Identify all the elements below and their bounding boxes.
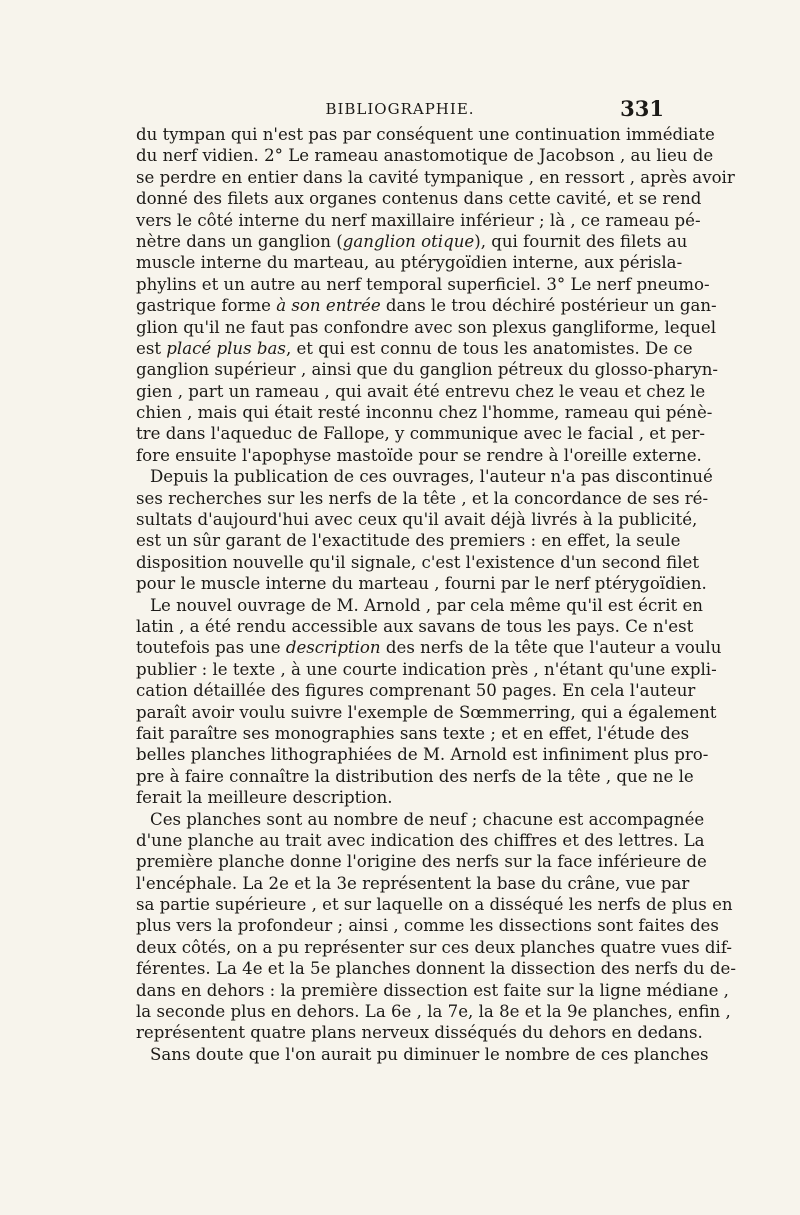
- text-segment: Depuis la publication de ces ouvrages, l'auteur n'a pas discontinué: [150, 467, 713, 487]
- text-segment: sa partie supérieure , et sur laquelle on a disséqué les nerfs de plus en: [136, 895, 733, 915]
- text-line: [136, 402, 713, 423]
- text-segment: l'encéphale. La 2e et la 3e représentent la base du crâne, vue par: [136, 873, 690, 893]
- text-segment: pour le muscle interne du marteau , fourni par le nerf ptérygoïdien.: [136, 574, 707, 594]
- text-line: [136, 830, 705, 851]
- text-line: [136, 231, 688, 252]
- text-line: [136, 295, 717, 316]
- text-line: [136, 1044, 709, 1065]
- page-header: [136, 96, 664, 124]
- text-line: [136, 958, 736, 979]
- text-line: [136, 445, 702, 466]
- text-segment: férentes. La 4e et la 5e planches donnent la dissection des nerfs du de-: [136, 959, 736, 979]
- text-line: [136, 252, 683, 273]
- text-line: [136, 766, 694, 787]
- text-segment: première planche donne l'origine des nerfs sur la face inférieure de: [136, 852, 707, 872]
- text-segment: dans en dehors : la première dissection est faite sur la ligne médiane ,: [136, 980, 729, 1000]
- text-line: [136, 381, 706, 402]
- text-line: [136, 851, 707, 872]
- text-line: [136, 124, 715, 145]
- text-line: [136, 1022, 703, 1043]
- running-head: BIBLIOGRAPHIE.: [325, 100, 475, 118]
- text-segment: chien , mais qui était resté inconnu chez l'homme, rameau qui pénè-: [136, 403, 713, 423]
- text-segment: belles planches lithographiées de M. Arnold est infiniment plus pro-: [136, 745, 709, 765]
- text-line: [136, 787, 664, 808]
- text-segment: des nerfs de la tête que l'auteur a voulu: [380, 638, 722, 658]
- text-line: [136, 809, 705, 830]
- text-line: [136, 616, 694, 637]
- text-line: [136, 145, 714, 166]
- page-number: 331: [620, 96, 664, 121]
- italic-segment: ganglion otique: [342, 231, 475, 251]
- text-segment: Ces planches sont au nombre de neuf ; chacune est accompagnée: [150, 809, 705, 829]
- text-line: [136, 530, 681, 551]
- text-segment: deux côtés, on a pu représenter sur ces deux planches quatre vues dif-: [136, 937, 732, 957]
- text-segment: fait paraître ses monographies sans texte ; et en effet, l'étude des: [136, 723, 690, 743]
- text-segment: la seconde plus en dehors. La 6e , la 7e, la 8e et la 9e planches, enfin ,: [136, 1002, 731, 1022]
- text-line: [136, 573, 707, 594]
- body-text: [136, 124, 736, 1065]
- text-line: [136, 744, 709, 765]
- text-segment: pre à faire connaître la distribution des nerfs de la tête , que ne le: [136, 766, 694, 786]
- text-line: [136, 274, 710, 295]
- text-segment: Le nouvel ouvrage de M. Arnold , par cela même qu'il est écrit en: [150, 595, 703, 615]
- text-segment: , et qui est connu de tous les anatomistes. De ce: [285, 338, 693, 358]
- text-line: [136, 1001, 731, 1022]
- text-line: [136, 723, 690, 744]
- text-segment: latin , a été rendu accessible aux savans de tous les pays. Ce n'est: [136, 616, 694, 636]
- text-segment: paraît avoir voulu suivre l'exemple de Sœmmerring, qui a également: [136, 702, 717, 722]
- text-line: [136, 188, 702, 209]
- text-line: [136, 595, 703, 616]
- text-line: [136, 488, 709, 509]
- text-segment: est: [136, 338, 167, 358]
- text-segment: sultats d'aujourd'hui avec ceux qu'il avait déjà livrés à la publicité,: [136, 510, 698, 530]
- text-segment: du tympan qui n'est pas par conséquent une continuation immédiate: [136, 125, 715, 144]
- text-segment: d'une planche au trait avec indication des chiffres et des lettres. La: [136, 830, 705, 850]
- text-segment: dans le trou déchiré postérieur un gan-: [380, 296, 717, 316]
- text-line: [136, 317, 717, 338]
- text-segment: gastrique forme: [136, 296, 277, 316]
- text-segment: du nerf vidien. 2° Le rameau anastomotique de Jacobson , au lieu de: [136, 146, 714, 166]
- text-line: [136, 937, 732, 958]
- text-line: [136, 915, 719, 936]
- text-line: [136, 659, 717, 680]
- text-line: [136, 680, 696, 701]
- text-line: [136, 359, 719, 380]
- text-segment: vers le côté interne du nerf maxillaire inférieur ; là , ce rameau pé-: [136, 210, 701, 230]
- text-segment: gien , part un rameau , qui avait été entrevu chez le veau et chez le: [136, 381, 706, 401]
- text-segment: cation détaillée des figures comprenant 50 pages. En cela l'auteur: [136, 681, 696, 701]
- text-segment: ), qui fournit des filets au: [474, 231, 688, 251]
- text-segment: glion qu'il ne faut pas confondre avec son plexus gangliforme, lequel: [136, 317, 717, 337]
- text-segment: toutefois pas une: [136, 638, 286, 658]
- italic-segment: placé plus bas: [166, 338, 286, 358]
- text-line: [136, 637, 722, 658]
- text-segment: muscle interne du marteau, au ptérygoïdien interne, aux périsla-: [136, 253, 683, 273]
- text-segment: fore ensuite l'apophyse mastoïde pour se rendre à l'oreille externe.: [136, 445, 702, 465]
- text-line: [136, 894, 733, 915]
- text-segment: représentent quatre plans nerveux disséqués du dehors en dedans.: [136, 1023, 703, 1043]
- text-line: [136, 980, 729, 1001]
- text-segment: nètre dans un ganglion (: [136, 231, 343, 251]
- text-segment: plus vers la profondeur ; ainsi , comme les dissections sont faites des: [136, 916, 719, 936]
- text-segment: Sans doute que l'on aurait pu diminuer le nombre de ces planches: [150, 1044, 709, 1064]
- text-segment: ses recherches sur les nerfs de la tête , et la concordance de ses ré-: [136, 488, 709, 508]
- italic-segment: à son entrée: [276, 296, 381, 316]
- text-segment: tre dans l'aqueduc de Fallope, y communique avec le facial , et per-: [136, 424, 705, 444]
- text-line: [136, 423, 705, 444]
- text-segment: se perdre en entier dans la cavité tympanique , en ressort , après avoir: [136, 167, 735, 187]
- text-segment: publier : le texte , à une courte indication près , n'étant qu'une expli-: [136, 659, 717, 679]
- text-line: [136, 466, 713, 487]
- text-line: [136, 552, 700, 573]
- text-line: [136, 873, 690, 894]
- italic-segment: description: [285, 638, 381, 658]
- text-line: [136, 509, 698, 530]
- text-segment: ferait la meilleure description.: [136, 788, 393, 808]
- text-segment: disposition nouvelle qu'il signale, c'est l'existence d'un second filet: [136, 552, 700, 572]
- text-segment: est un sûr garant de l'exactitude des premiers : en effet, la seule: [136, 531, 681, 551]
- text-segment: ganglion supérieur , ainsi que du ganglion pétreux du glosso-pharyn-: [136, 360, 719, 380]
- text-line: [136, 702, 717, 723]
- text-line: [136, 338, 693, 359]
- text-line: [136, 167, 735, 188]
- text-line: [136, 210, 701, 231]
- text-segment: phylins et un autre au nerf temporal superficiel. 3° Le nerf pneumo-: [136, 274, 710, 294]
- text-segment: donné des filets aux organes contenus dans cette cavité, et se rend: [136, 189, 702, 209]
